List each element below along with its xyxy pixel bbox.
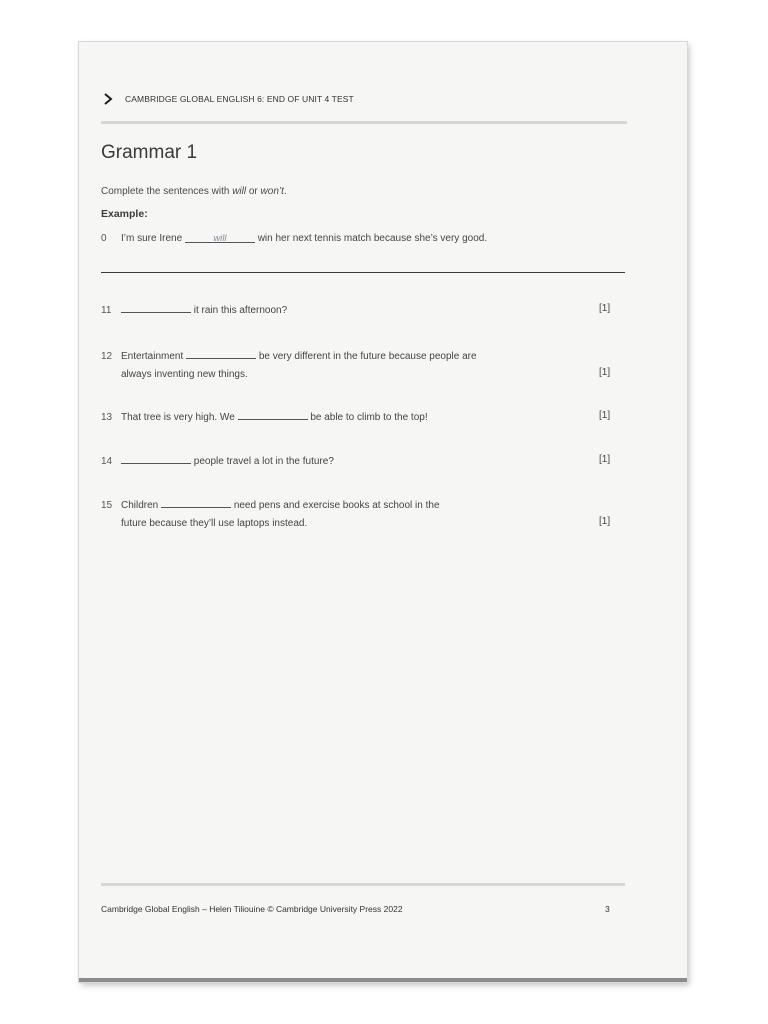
example-sentence xyxy=(101,230,487,248)
page-header xyxy=(101,92,354,106)
answer-blank[interactable] xyxy=(121,451,191,464)
question-number: 13 xyxy=(101,412,113,423)
question-text-after: be very different in the future because people are xyxy=(258,351,477,362)
footer-divider xyxy=(101,883,625,886)
footer-credit: Cambridge Global English – Helen Tiliouine © Cambridge University Press 2022 xyxy=(101,904,403,914)
question-text-before: That tree is very high. We xyxy=(121,412,235,423)
answer-blank[interactable] xyxy=(186,346,256,359)
page-number: 3 xyxy=(605,904,610,914)
question-number: 11 xyxy=(101,305,112,316)
instruction xyxy=(101,186,287,197)
question-number: 14 xyxy=(101,456,113,467)
question-text-line2: future because they’ll use laptops instead. xyxy=(121,518,308,529)
question-13 xyxy=(101,407,428,427)
example-answer-blank xyxy=(185,230,255,243)
example-number: 0 xyxy=(101,233,107,244)
question-text-before: Entertainment xyxy=(121,351,184,362)
example-after: win her next tennis match because she’s very good. xyxy=(257,233,488,244)
instruction-wont: won’t xyxy=(260,186,284,197)
answer-blank[interactable] xyxy=(161,495,231,508)
example-divider xyxy=(101,272,625,273)
mark-11: [1] xyxy=(599,303,611,314)
question-text-after: need pens and exercise books at school in the xyxy=(233,500,440,511)
example-answer: will xyxy=(213,233,227,244)
instruction-or: or xyxy=(246,186,261,197)
question-14 xyxy=(101,451,334,471)
question-text: it rain this afternoon? xyxy=(193,305,288,316)
answer-blank[interactable] xyxy=(121,300,191,313)
mark-15: [1] xyxy=(599,516,611,527)
worksheet-page xyxy=(79,42,687,982)
mark-13: [1] xyxy=(599,410,611,421)
question-text-before: Children xyxy=(121,500,159,511)
answer-blank[interactable] xyxy=(238,407,308,420)
example-label: Example: xyxy=(101,208,148,220)
question-11 xyxy=(101,300,287,320)
question-text-after: be able to climb to the top! xyxy=(310,412,428,423)
instruction-post: . xyxy=(283,186,287,197)
instruction-will: will xyxy=(232,186,247,197)
chevron-right-icon xyxy=(101,92,115,106)
mark-12: [1] xyxy=(599,367,611,378)
question-text: people travel a lot in the future? xyxy=(193,456,334,467)
mark-14: [1] xyxy=(599,454,611,465)
instruction-pre: Complete the sentences with xyxy=(101,186,233,197)
question-15 xyxy=(101,495,440,533)
question-number: 15 xyxy=(101,500,113,511)
question-12 xyxy=(101,346,477,384)
section-title: Grammar 1 xyxy=(101,142,198,163)
test-title: CAMBRIDGE GLOBAL ENGLISH 6: END OF UNIT 4 TEST xyxy=(125,94,354,104)
header-divider xyxy=(101,121,627,124)
example-before: I’m sure Irene xyxy=(121,233,183,244)
question-number: 12 xyxy=(101,351,113,362)
question-text-line2: always inventing new things. xyxy=(121,369,248,380)
